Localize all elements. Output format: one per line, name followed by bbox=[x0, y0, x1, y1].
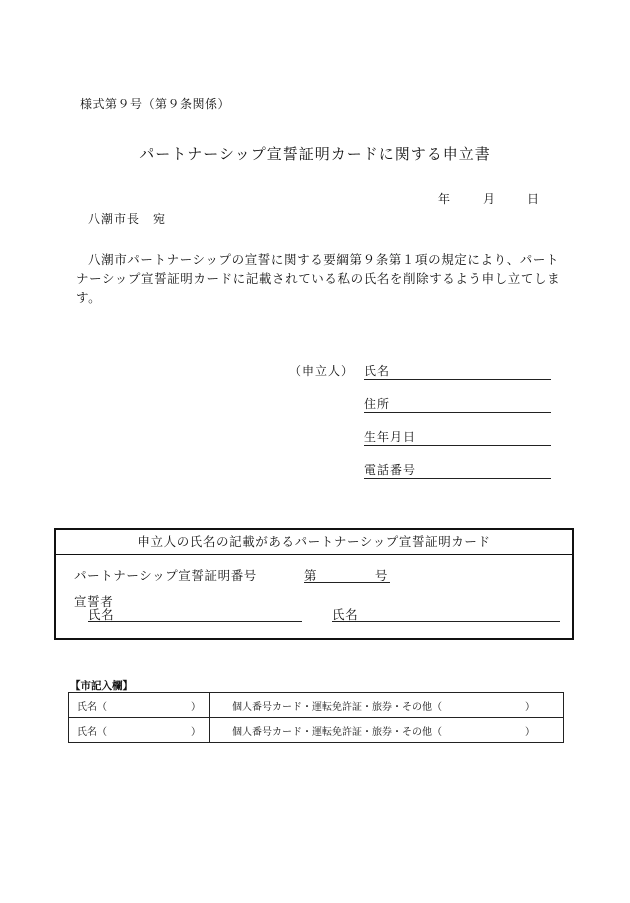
form-number: 様式第９号（第９条関係） bbox=[80, 97, 231, 111]
applicant-label: （申立人） bbox=[289, 364, 355, 378]
applicant-address-label: 住所 bbox=[364, 397, 391, 411]
table-row bbox=[69, 718, 564, 743]
applicant-address-field[interactable] bbox=[364, 395, 551, 413]
body-text-content: 八潮市パートナーシップの宣誓に関する要綱第９条第１項の規定により、パートナーシップ宣誓証明カードに記載されている私の氏名を削除するよう申し立てします。 bbox=[76, 252, 561, 305]
cert-go-label: 号 bbox=[374, 568, 388, 583]
office-name-label: 氏名（ bbox=[77, 726, 107, 738]
cert-dai-label: 第 bbox=[304, 568, 318, 583]
declarant-label: 宣誓者 bbox=[74, 594, 114, 609]
office-use-table bbox=[68, 692, 564, 743]
office-id-close: ） bbox=[525, 726, 535, 738]
applicant-name-label: 氏名 bbox=[364, 364, 391, 378]
applicant-birthdate-field[interactable] bbox=[364, 428, 551, 446]
office-use-label: 【市記入欄】 bbox=[70, 680, 133, 692]
cert-number-label: パートナーシップ宣誓証明番号 bbox=[74, 568, 257, 583]
office-name-close: ） bbox=[191, 701, 201, 713]
office-id-label: 個人番号カード・運転免許証・旅券・その他（ bbox=[232, 701, 442, 713]
card-heading: 申立人の氏名の記載があるパートナーシップ宣誓証明カード bbox=[56, 530, 572, 555]
office-name-label: 氏名（ bbox=[77, 701, 107, 713]
body-text bbox=[76, 250, 566, 307]
office-name-close: ） bbox=[191, 726, 201, 738]
table-row bbox=[69, 693, 564, 718]
applicant-birthdate-label: 生年月日 bbox=[364, 430, 417, 444]
date-year-label: 年 bbox=[438, 192, 451, 206]
declarant-name-label-2: 氏名 bbox=[332, 607, 359, 622]
addressee: 八潮市長 宛 bbox=[88, 212, 167, 226]
declarant-name-field-2[interactable] bbox=[332, 605, 560, 622]
office-name-cell[interactable] bbox=[69, 718, 210, 743]
applicant-name-field[interactable] bbox=[364, 362, 551, 380]
declarant-name-field-1[interactable] bbox=[88, 605, 302, 622]
office-id-close: ） bbox=[525, 701, 535, 713]
office-name-cell[interactable] bbox=[69, 693, 210, 718]
applicant-phone-label: 電話番号 bbox=[364, 463, 417, 477]
cert-number-field[interactable] bbox=[304, 566, 390, 583]
applicant-phone-field[interactable] bbox=[364, 461, 551, 479]
office-id-cell[interactable] bbox=[210, 718, 564, 743]
date-month-label: 月 bbox=[483, 192, 496, 206]
office-id-cell[interactable] bbox=[210, 693, 564, 718]
office-id-label: 個人番号カード・運転免許証・旅券・その他（ bbox=[232, 726, 442, 738]
document-title: パートナーシップ宣誓証明カードに関する申立書 bbox=[139, 145, 491, 163]
date-day-label: 日 bbox=[527, 192, 540, 206]
certificate-card-box bbox=[54, 528, 574, 640]
declarant-name-label-1: 氏名 bbox=[88, 607, 115, 622]
